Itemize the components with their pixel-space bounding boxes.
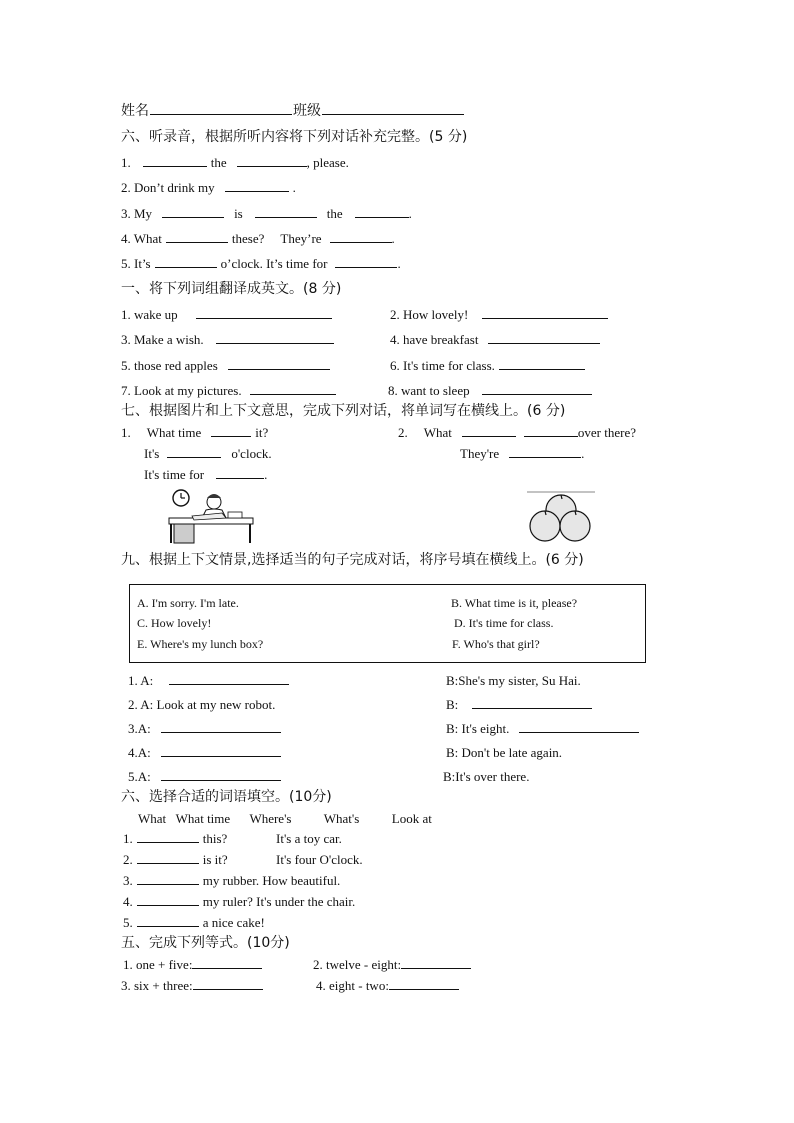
answer-blank[interactable]	[225, 180, 289, 192]
answer-blank[interactable]	[137, 852, 199, 864]
answer-blank[interactable]	[161, 769, 281, 781]
equation: 4. eight - two:	[316, 978, 463, 994]
response: It's four O'clock.	[276, 852, 363, 867]
item: 7. Look at my pictures.	[121, 383, 340, 399]
item: 4. have breakfast	[390, 332, 604, 348]
answer-blank[interactable]	[482, 383, 592, 395]
section-title: 五、完成下列等式。(10分)	[121, 935, 290, 951]
answer-blank[interactable]	[228, 358, 330, 370]
answer-blank[interactable]	[335, 256, 397, 268]
question-line: 1. What time it?	[121, 425, 269, 440]
name-line	[121, 103, 465, 119]
answer-blank[interactable]	[250, 383, 336, 395]
question-line: They're .	[460, 446, 585, 461]
section-title: 六、听录音，根据所听内容将下列对话补充完整。(5 分)	[121, 129, 468, 145]
answer-blank[interactable]	[137, 894, 199, 906]
option: E. Where's my lunch box?	[137, 637, 264, 651]
answer-blank[interactable]	[216, 332, 334, 344]
option: D. It's time for class.	[454, 616, 554, 630]
answer-blank[interactable]	[193, 978, 263, 990]
word-bank: What What time Where's What's Look at	[138, 811, 432, 826]
item: 5. those red apples	[121, 358, 334, 374]
answer-blank[interactable]	[255, 206, 317, 218]
dialog-line: B:It's over there.	[443, 769, 530, 784]
answer-blank[interactable]	[472, 697, 592, 709]
answer-blank[interactable]	[211, 425, 251, 437]
answer-blank[interactable]	[488, 332, 600, 344]
item: 8. want to sleep	[388, 383, 596, 399]
answer-blank[interactable]	[519, 721, 639, 733]
answer-blank[interactable]	[216, 467, 264, 479]
answer-blank[interactable]	[482, 307, 608, 319]
response: It's a toy car.	[276, 831, 342, 846]
answer-blank[interactable]	[196, 307, 332, 319]
dialog-line: B:	[446, 697, 596, 713]
equation: 1. one + five:	[123, 957, 266, 973]
dialog-line: 3.A:	[128, 721, 285, 737]
answer-blank[interactable]	[137, 873, 199, 885]
answer-blank[interactable]	[389, 978, 459, 990]
answer-blank[interactable]	[237, 155, 307, 167]
item: 2. How lovely!	[390, 307, 612, 323]
answer-blank[interactable]	[509, 446, 581, 458]
item: 6. It's time for class.	[390, 358, 589, 374]
question-line: 1. the , please.	[121, 155, 349, 170]
question-line: 5. It’s o’clock. It’s time for .	[121, 256, 401, 271]
question-line: 3. My is the .	[121, 206, 412, 221]
answer-blank[interactable]	[137, 831, 199, 843]
question-line: 4. What these? They’re .	[121, 231, 395, 246]
question-line: It's time for .	[144, 467, 268, 482]
apples-image	[525, 490, 597, 544]
answer-blank[interactable]	[499, 358, 585, 370]
answer-blank[interactable]	[155, 256, 217, 268]
answer-blank[interactable]	[166, 231, 228, 243]
answer-blank[interactable]	[162, 206, 224, 218]
section-title: 六、选择合适的词语填空。(10分)	[121, 789, 332, 805]
answer-blank[interactable]	[401, 957, 471, 969]
option: F. Who's that girl?	[452, 637, 540, 651]
class-label: 班级	[293, 103, 321, 119]
dialog-line: 5.A:	[128, 769, 285, 785]
option: A. I'm sorry. I'm late.	[137, 596, 239, 610]
answer-blank[interactable]	[143, 155, 207, 167]
question-line: 1. this?	[123, 831, 228, 846]
section-title: 一、将下列词组翻译成英文。(8 分)	[121, 281, 342, 297]
answer-blank[interactable]	[462, 425, 516, 437]
boy-studying-image	[166, 488, 258, 544]
name-blank[interactable]	[150, 103, 292, 115]
equation: 2. twelve - eight:	[313, 957, 475, 973]
option: C. How lovely!	[137, 616, 212, 630]
question-line: It's o'clock.	[144, 446, 272, 461]
question-line: 2. Don’t drink my .	[121, 180, 296, 195]
section-title: 九、根据上下文情景,选择适当的句子完成对话，将序号填在横线上。(6 分)	[121, 552, 584, 568]
answer-blank[interactable]	[167, 446, 221, 458]
class-blank[interactable]	[322, 103, 464, 115]
answer-blank[interactable]	[524, 425, 578, 437]
dialog-line: B:She's my sister, Su Hai.	[446, 673, 581, 688]
equation: 3. six + three:	[121, 978, 267, 994]
question-line: 2. is it?	[123, 852, 228, 867]
dialog-line: B: It's eight.	[446, 721, 643, 737]
dialog-line: B: Don't be late again.	[446, 745, 563, 760]
name-label: 姓名	[121, 103, 149, 119]
item: 3. Make a wish.	[121, 332, 338, 348]
section-title: 七、根据图片和上下文意思，完成下列对话，将单词写在横线上。(6 分)	[121, 403, 566, 419]
answer-blank[interactable]	[192, 957, 262, 969]
question-line: 4. my ruler? It's under the chair.	[123, 894, 356, 909]
answer-blank[interactable]	[137, 915, 199, 927]
answer-blank[interactable]	[330, 231, 392, 243]
question-line: 5. a nice cake!	[123, 915, 265, 930]
item: 1. wake up	[121, 307, 336, 323]
dialog-line: 4.A:	[128, 745, 285, 761]
question-line: 3. my rubber. How beautiful.	[123, 873, 341, 888]
dialog-line: 2. A: Look at my new robot.	[128, 697, 276, 712]
dialog-line: 1. A:	[128, 673, 293, 689]
option: B. What time is it, please?	[451, 596, 578, 610]
answer-blank[interactable]	[355, 206, 409, 218]
answer-blank[interactable]	[169, 673, 289, 685]
answer-blank[interactable]	[161, 721, 281, 733]
question-line: 2. What over there?	[398, 425, 637, 440]
answer-blank[interactable]	[161, 745, 281, 757]
